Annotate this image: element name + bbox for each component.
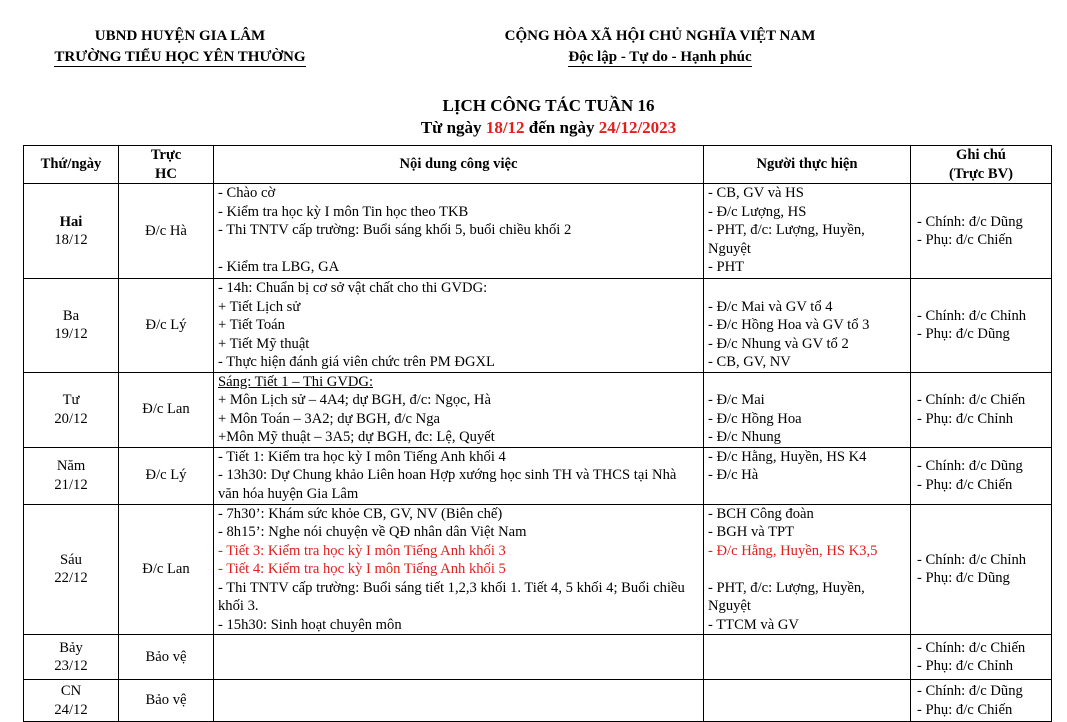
table-row-sat xyxy=(24,635,1052,680)
person-item: - Đ/c Nhung và GV tổ 2 xyxy=(708,335,849,352)
note-item: - Chính: đ/c Chiến xyxy=(917,392,1026,408)
duty-cell: Đ/c Lý xyxy=(119,447,214,504)
person-item: Nguyệt xyxy=(708,240,751,257)
note-item: - Chính: đ/c Dũng xyxy=(917,458,1023,474)
col-duty xyxy=(119,146,214,184)
note-cell xyxy=(911,279,1052,373)
work-item: - Chào cờ xyxy=(218,185,276,201)
person-item: - CB, GV, NV xyxy=(708,354,791,370)
title-date-range xyxy=(0,117,1067,139)
day-date: 21/12 xyxy=(54,476,88,493)
work-item: +Môn Mỹ thuật – 3A5; dự BGH, đc: Lệ, Quyết xyxy=(218,429,495,445)
note-cell xyxy=(911,680,1052,722)
range-mid: đến ngày xyxy=(524,118,599,137)
note-cell xyxy=(911,372,1052,447)
note-item: - Phụ: đ/c Chỉnh xyxy=(917,410,1014,427)
person-item: Nguyệt xyxy=(708,598,751,614)
country-name: CỘNG HÒA XÃ HỘI CHỦ NGHĨA VIỆT NAM xyxy=(504,28,816,44)
person-cell xyxy=(704,279,911,373)
person-item: - Đ/c Hằng, Huyền, HS K4 xyxy=(708,448,867,465)
day-name: Năm xyxy=(56,458,86,474)
table-row-mon xyxy=(24,184,1052,279)
work-item-highlight: - Tiết 3: Kiểm tra học kỳ I môn Tiếng Anh khối 3 xyxy=(218,542,506,559)
title-main: LỊCH CÔNG TÁC TUẦN 16 xyxy=(442,96,655,115)
day-date: 18/12 xyxy=(54,232,88,248)
person-item: - Đ/c Mai xyxy=(708,392,765,408)
schedule-table xyxy=(23,145,1052,722)
day-date: 23/12 xyxy=(54,658,88,674)
work-cell xyxy=(214,372,704,447)
col-note xyxy=(911,146,1052,184)
day-date: 20/12 xyxy=(54,410,88,427)
note-item: - Phụ: đ/c Chiến xyxy=(917,701,1013,718)
day-cell xyxy=(24,184,119,279)
work-item: - 15h30: Sinh hoạt chuyên môn xyxy=(218,616,402,633)
person-item: - CB, GV và HS xyxy=(708,185,804,201)
col-duty-l1: Trực xyxy=(150,147,182,163)
motto: Độc lập - Tự do - Hạnh phúc xyxy=(568,49,752,65)
note-cell xyxy=(911,447,1052,504)
work-item: + Tiết Lịch sử xyxy=(218,298,301,315)
work-item: - 13h30: Dự Chung khảo Liên hoan Hợp xướng học sinh TH và THCS tại Nhà văn hóa huyện Gia Lâm xyxy=(218,467,677,502)
note-item: - Chính: đ/c Dũng xyxy=(917,213,1023,230)
day-name: CN xyxy=(60,683,82,699)
person-item: - PHT, đ/c: Lượng, Huyền, xyxy=(708,579,865,596)
work-item: - Thi TNTV cấp trường: Buổi sáng khối 5, buổi chiều khối 2 xyxy=(218,222,572,238)
org-name: UBND HUYỆN GIA LÂM xyxy=(94,28,266,44)
day-cell xyxy=(24,680,119,722)
work-item: + Môn Lịch sử – 4A4; dự BGH, đ/c: Ngọc, Hà xyxy=(218,392,491,408)
range-prefix: Từ ngày xyxy=(420,118,486,137)
work-item: + Môn Toán – 3A2; dự BGH, đ/c Nga xyxy=(218,410,440,427)
work-cell xyxy=(214,680,704,722)
date-from: 18/12 xyxy=(485,118,525,137)
duty-cell: Đ/c Lý xyxy=(119,279,214,373)
date-to: 24/12/2023 xyxy=(598,118,677,137)
work-item: - 8h15’: Nghe nói chuyện về QĐ nhân dân Việt Nam xyxy=(218,524,527,540)
note-item: - Chính: đ/c Chiến xyxy=(917,639,1026,656)
person-item: - Đ/c Hồng Hoa xyxy=(708,410,802,427)
work-cell xyxy=(214,504,704,635)
col-person: Người thực hiện xyxy=(704,146,911,184)
note-item: - Phụ: đ/c Dũng xyxy=(917,570,1010,587)
work-cell xyxy=(214,635,704,680)
note-item: - Chính: đ/c Chỉnh xyxy=(917,307,1027,324)
work-cell xyxy=(214,279,704,373)
work-item: - 14h: Chuẩn bị cơ sở vật chất cho thi GVDG: xyxy=(218,280,488,296)
day-cell xyxy=(24,279,119,373)
day-name: Bảy xyxy=(59,639,83,656)
day-name: Ba xyxy=(62,307,80,324)
day-cell xyxy=(24,504,119,635)
person-cell xyxy=(704,184,911,279)
note-item: - Chính: đ/c Chỉnh xyxy=(917,551,1027,568)
day-date: 19/12 xyxy=(54,326,88,343)
note-item: - Phụ: đ/c Chỉnh xyxy=(917,658,1014,674)
day-name: Tư xyxy=(62,392,80,408)
duty-cell: Đ/c Lan xyxy=(119,372,214,447)
day-date: 22/12 xyxy=(54,570,88,587)
day-name: Hai xyxy=(59,213,83,230)
work-item: + Tiết Toán xyxy=(218,317,285,333)
day-date: 24/12 xyxy=(54,701,88,718)
note-cell xyxy=(911,504,1052,635)
note-item: - Phụ: đ/c Chiến xyxy=(917,232,1013,248)
header-left xyxy=(30,26,330,68)
work-item: - Thực hiện đánh giá viên chức trên PM ĐGXL xyxy=(218,354,495,370)
note-cell xyxy=(911,184,1052,279)
work-item: - 7h30’: Khám sức khỏe CB, GV, NV (Biên chế) xyxy=(218,505,503,522)
person-cell xyxy=(704,372,911,447)
work-item: - Kiểm tra LBG, GA xyxy=(218,259,340,275)
work-item: - Thi TNTV cấp trường: Buổi sáng tiết 1,2,3 khối 1. Tiết 4, 5 khối 4; Buổi chiều khối 3. xyxy=(218,579,685,614)
person-item: - BCH Công đoàn xyxy=(708,505,814,522)
table-row-wed xyxy=(24,372,1052,447)
person-item: - Đ/c Hà xyxy=(708,467,759,483)
header-right xyxy=(440,26,880,68)
person-cell xyxy=(704,680,911,722)
work-item: + Tiết Mỹ thuật xyxy=(218,335,310,352)
person-cell xyxy=(704,447,911,504)
duty-cell: Bảo vệ xyxy=(119,680,214,722)
person-item: - PHT, đ/c: Lượng, Huyền, xyxy=(708,222,865,238)
school-name: TRƯỜNG TIỂU HỌC YÊN THƯỜNG xyxy=(54,49,306,65)
work-cell xyxy=(214,447,704,504)
duty-cell: Đ/c Lan xyxy=(119,504,214,635)
col-note-l2: (Trực BV) xyxy=(948,165,1013,182)
table-row-sun xyxy=(24,680,1052,722)
col-day: Thứ/ngày xyxy=(24,146,119,184)
duty-cell: Đ/c Hà xyxy=(119,184,214,279)
person-cell xyxy=(704,504,911,635)
work-cell xyxy=(214,184,704,279)
person-item: - Đ/c Nhung xyxy=(708,429,781,445)
person-item-highlight: - Đ/c Hằng, Huyền, HS K3,5 xyxy=(708,542,878,559)
day-name: Sáu xyxy=(60,551,82,568)
work-item: Sáng: Tiết 1 – Thi GVDG: xyxy=(218,373,374,390)
note-item: - Chính: đ/c Dũng xyxy=(917,683,1023,699)
person-item: - BGH và TPT xyxy=(708,524,795,540)
day-cell xyxy=(24,372,119,447)
person-item: - Đ/c Lượng, HS xyxy=(708,203,807,220)
work-item: - Kiểm tra học kỳ I môn Tin học theo TKB xyxy=(218,203,469,220)
document-title xyxy=(0,95,1067,139)
table-header-row xyxy=(24,146,1052,184)
person-item: - Đ/c Mai và GV tổ 4 xyxy=(708,298,833,315)
person-cell xyxy=(704,635,911,680)
person-item: - PHT xyxy=(708,259,745,275)
work-item-highlight: - Tiết 4: Kiểm tra học kỳ I môn Tiếng Anh khối 5 xyxy=(218,561,506,577)
person-item: - Đ/c Hồng Hoa và GV tổ 3 xyxy=(708,317,870,333)
day-cell xyxy=(24,635,119,680)
table-row-thu xyxy=(24,447,1052,504)
table-row-fri xyxy=(24,504,1052,635)
table-row-tue xyxy=(24,279,1052,373)
day-cell xyxy=(24,447,119,504)
col-duty-l2: HC xyxy=(155,165,177,182)
col-work: Nội dung công việc xyxy=(214,146,704,184)
note-item: - Phụ: đ/c Chiến xyxy=(917,476,1013,493)
note-cell xyxy=(911,635,1052,680)
col-note-l1: Ghi chú xyxy=(956,147,1006,163)
duty-cell: Bảo vệ xyxy=(119,635,214,680)
note-item: - Phụ: đ/c Dũng xyxy=(917,326,1010,343)
person-item: - TTCM và GV xyxy=(708,616,799,633)
work-item: - Tiết 1: Kiểm tra học kỳ I môn Tiếng Anh khối 4 xyxy=(218,448,506,465)
